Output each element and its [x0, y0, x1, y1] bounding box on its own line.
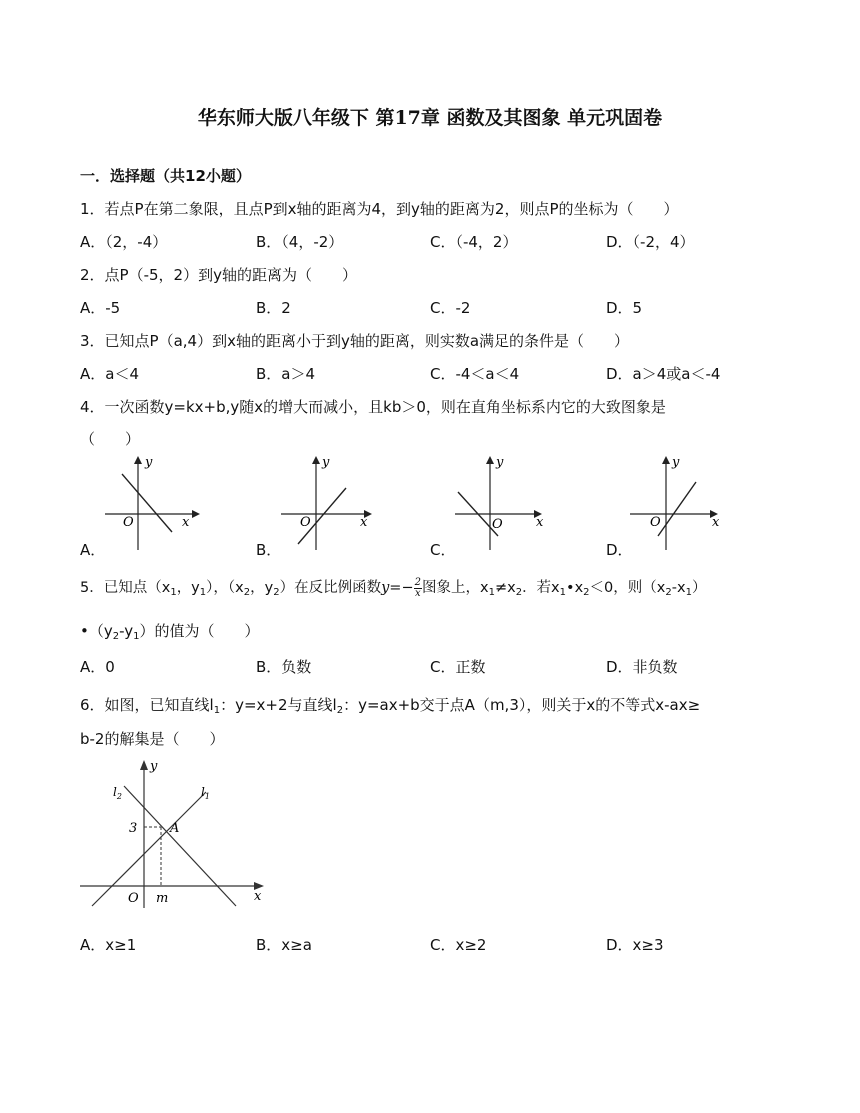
- label-point-a: A: [170, 821, 180, 836]
- q2-option-a[interactable]: A．-5: [80, 299, 121, 317]
- q2-option-c[interactable]: C．-2: [430, 299, 471, 317]
- q6-option-d[interactable]: D．x≥3: [606, 936, 664, 954]
- graph-c-x-label: x: [536, 515, 544, 530]
- label-origin: O: [128, 891, 139, 906]
- q5-option-a[interactable]: A．0: [80, 658, 115, 676]
- document-title: 华东师大版八年级下 第17章 函数及其图象 单元巩固卷: [197, 107, 663, 129]
- q3-option-b[interactable]: B．a＞4: [256, 365, 316, 383]
- question-6-text: 6．如图，已知直线$l_1$：y=x+2与直线$l_2$：y=ax+b交于点A（m,3），则关于x的不等式x-ax≥: [80, 696, 701, 716]
- question-1-text: 1．若点P在第二象限，且点P到x轴的距离为4，到y轴的距离为2，则点P的坐标为（ ）: [80, 200, 679, 218]
- graph-a-origin: O: [123, 515, 134, 530]
- q6-figure: [78, 760, 268, 910]
- q5-option-b[interactable]: B．负数: [256, 658, 312, 676]
- label-y-axis: y: [150, 760, 158, 774]
- fraction-2-over-x: $\frac{2}{x}$: [414, 576, 421, 599]
- graph-d-x-label: x: [712, 515, 720, 530]
- label-three: 3: [129, 821, 138, 836]
- q6-option-c[interactable]: C．x≥2: [430, 936, 487, 954]
- question-4-paren: （ ）: [80, 430, 141, 448]
- graph-a-y-label: y: [145, 455, 153, 470]
- q4-graph-c[interactable]: [450, 452, 550, 552]
- label-l1: $l_1$: [201, 785, 210, 801]
- graph-b-y-label: y: [322, 455, 330, 470]
- question-2-text: 2．点P（-5，2）到y轴的距离为（ ）: [80, 266, 357, 284]
- section-heading: 一．选择题（共12小题）: [80, 167, 251, 185]
- q3-option-d[interactable]: D．a＞4或a＜-4: [606, 365, 721, 383]
- q1-option-d[interactable]: D．（-2，4）: [606, 233, 695, 251]
- q1-option-c[interactable]: C．（-4，2）: [430, 233, 518, 251]
- graph-d-y-label: y: [672, 455, 680, 470]
- q5-option-d[interactable]: D．非负数: [606, 658, 678, 676]
- label-m: m: [156, 891, 169, 906]
- graph-c-origin: O: [492, 517, 503, 532]
- question-4-text: 4．一次函数y=kx+b,y随x的增大而减小，且kb＞0，则在直角坐标系内它的大致图象是: [80, 398, 666, 416]
- question-3-text: 3．已知点P（a,4）到x轴的距离小于到y轴的距离，则实数a满足的条件是（ ）: [80, 332, 630, 350]
- q1-option-b[interactable]: B．（4，-2）: [256, 233, 344, 251]
- question-5-text: 5．已知点（$x_1$，$y_1$），（$x_2$，$y_2$）在反比例函数y=− $\frac{2}{x}$ 图象上，$x_1\ne x_2$．若$x_1•x_2<0$，则$(x_2-x_1)$: [80, 576, 707, 599]
- question-5-line2: $•(y_2-y_1)$的值为（ ）: [80, 622, 260, 642]
- q4-graph-b[interactable]: [276, 452, 376, 552]
- label-x-axis: x: [254, 889, 262, 904]
- q4-option-a[interactable]: A．: [80, 541, 106, 559]
- graph-c-y-label: y: [496, 455, 504, 470]
- q5-option-c[interactable]: C．正数: [430, 658, 486, 676]
- q4-graph-a[interactable]: [100, 452, 200, 552]
- q2-option-d[interactable]: D．5: [606, 299, 643, 317]
- graph-d-origin: O: [650, 515, 661, 530]
- q4-option-c[interactable]: C．: [430, 541, 456, 559]
- q1-option-a[interactable]: A．（2，-4）: [80, 233, 168, 251]
- q2-option-b[interactable]: B．2: [256, 299, 291, 317]
- q3-option-a[interactable]: A．a＜4: [80, 365, 139, 383]
- q4-graph-d[interactable]: [626, 452, 726, 552]
- q6-option-a[interactable]: A．x≥1: [80, 936, 137, 954]
- q4-option-d[interactable]: D．: [606, 541, 633, 559]
- graph-b-origin: O: [300, 515, 311, 530]
- graph-a-x-label: x: [182, 515, 190, 530]
- question-6-line2: b-2的解集是（ ）: [80, 730, 225, 748]
- q6-option-b[interactable]: B．x≥a: [256, 936, 312, 954]
- q4-option-b[interactable]: B．: [256, 541, 282, 559]
- graph-b-x-label: x: [360, 515, 368, 530]
- q3-option-c[interactable]: C．-4＜a＜4: [430, 365, 520, 383]
- label-l2: $l_2$: [113, 785, 122, 801]
